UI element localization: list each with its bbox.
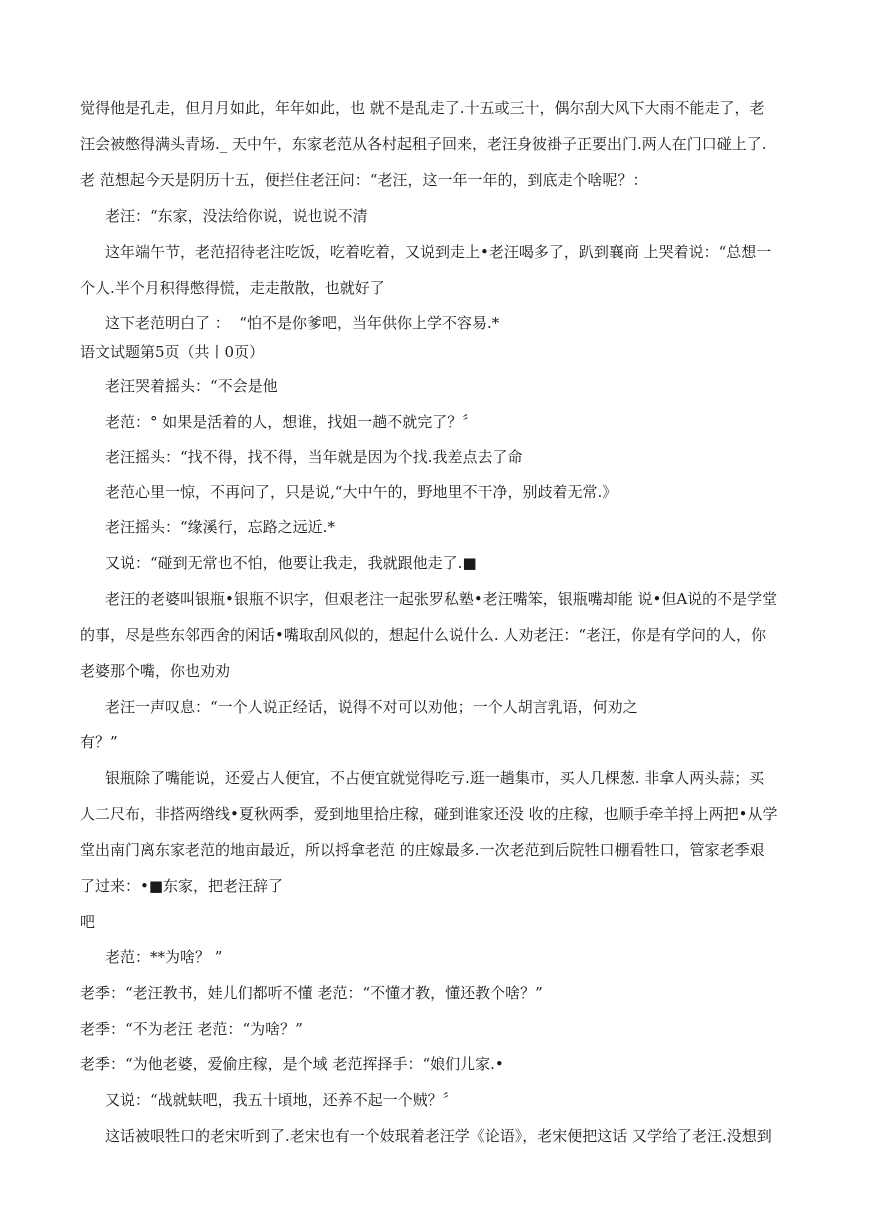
- text-line: 老汪：“东家，没法给你说，说也说不清: [105, 207, 368, 225]
- text-line: 个人.半个月积得憋得慌，走走散散，也就好了: [80, 279, 385, 297]
- text-line: 了过来：•■东家，把老汪辞了: [80, 877, 284, 895]
- text-line: 又说：“碰到无常也不怕，他要让我走，我就跟他走了.■: [105, 554, 477, 572]
- text-line: 老汪摇头：“缘溪行，忘路之远近.*: [105, 518, 335, 536]
- text-line: 老季：“老汪教书，娃儿们都听不懂 老范：“不懂才教，懂还教个啥？”: [80, 984, 543, 1002]
- text-line: 又说：“战就蚨吧，我五十頃地，还养不起一个贼？〞: [105, 1091, 458, 1109]
- text-line: 有？”: [80, 733, 118, 751]
- text-line: 老 范想起今天是阴历十五，便拦住老汪问：“老汪，这一年一年的，到底走个啥呢？：: [80, 171, 648, 189]
- text-line: 汪会被憋得满头青场._ 天中午，东家老范从各村起租子回来，老汪身彼褂子正要出门.两人在门口碰上了.: [80, 135, 767, 153]
- text-line: 老范：° 如果是活着的人，想谁，找姐一趟不就完了？〞: [105, 413, 478, 431]
- text-line: 老季：“不为老汪 老范：“为啥？”: [80, 1020, 303, 1038]
- text-line: 人二尺布，非搭两绺线•夏秋两季，爱到地里拾庄稼，碰到谁家还没 收的庄稼，也顺手牵羊捋上两把•从学: [80, 805, 778, 823]
- text-line: 老范：**为啥？ ”: [105, 948, 223, 966]
- text-line: 老汪的老婆叫银瓶•银瓶不识字，但艰老注一起张罗私塾•老汪嘴笨，银瓶嘴却能 说•但A说的不是学堂: [105, 590, 778, 608]
- text-line: 吧: [80, 913, 96, 931]
- text-line: 堂出南门离东家老范的地亩最近，所以捋拿老范 的庄嫁最多.一次老范到后院牲口棚看牲口，管家老季艰: [80, 841, 765, 859]
- text-line: 这下老范明白了 ： “怕不是你爹吧，当年供你上学不容易.*: [105, 314, 500, 332]
- text-line: 老婆那个嘴，你也劝劝: [80, 662, 231, 680]
- text-line: 银瓶除了嘴能说，还爱占人便宜，不占便宜就觉得吃亏.逛一趟集市，买人几棵葱. 非拿人两头蒜；买: [105, 769, 765, 787]
- text-line: 老汪哭着摇头：“不会是他: [105, 377, 278, 395]
- text-line: 老季：“为他老婆，爱偷庄稼，是个域 老范挥择手：“娘们儿家.•: [80, 1055, 504, 1073]
- text-line: 老汪摇头：“找不得，找不得，当年就是因为个找.我差点去了命: [105, 448, 523, 466]
- text-line: 觉得他是孔走，但月月如此，年年如此，也 就不是乱走了.十五或三十，偶尔刮大风下大雨不能走了，老: [80, 99, 765, 117]
- text-line: 这年端午节，老范招待老注吃饭，吃着吃着，又说到走上•老汪喝多了，趴到襄商 上哭着说：“总想一: [105, 243, 772, 261]
- text-line: 的事，尽是些东邻西舍的闲话•嘴取刮风似的，想起什么说什么. 人劝老汪：“老汪，你是有学问的人，你: [80, 626, 767, 644]
- text-line: 老范心里一惊，不再问了，只是说‚“大中午的，野地里不干净，别歧着无常.》: [105, 483, 618, 501]
- text-line: 老汪一声叹息：“一个人说正经话，说得不对可以劝他；一个人胡言乳语，何劝之: [105, 698, 638, 716]
- text-line: 这话被哏牲口的老宋听到了.老宋也有一个妓珉着老汪学《论语》，老宋便把这话 又学给了老汪.没想到: [105, 1127, 772, 1145]
- page-footer: 语文试题第5页（共丨0页）: [80, 343, 265, 361]
